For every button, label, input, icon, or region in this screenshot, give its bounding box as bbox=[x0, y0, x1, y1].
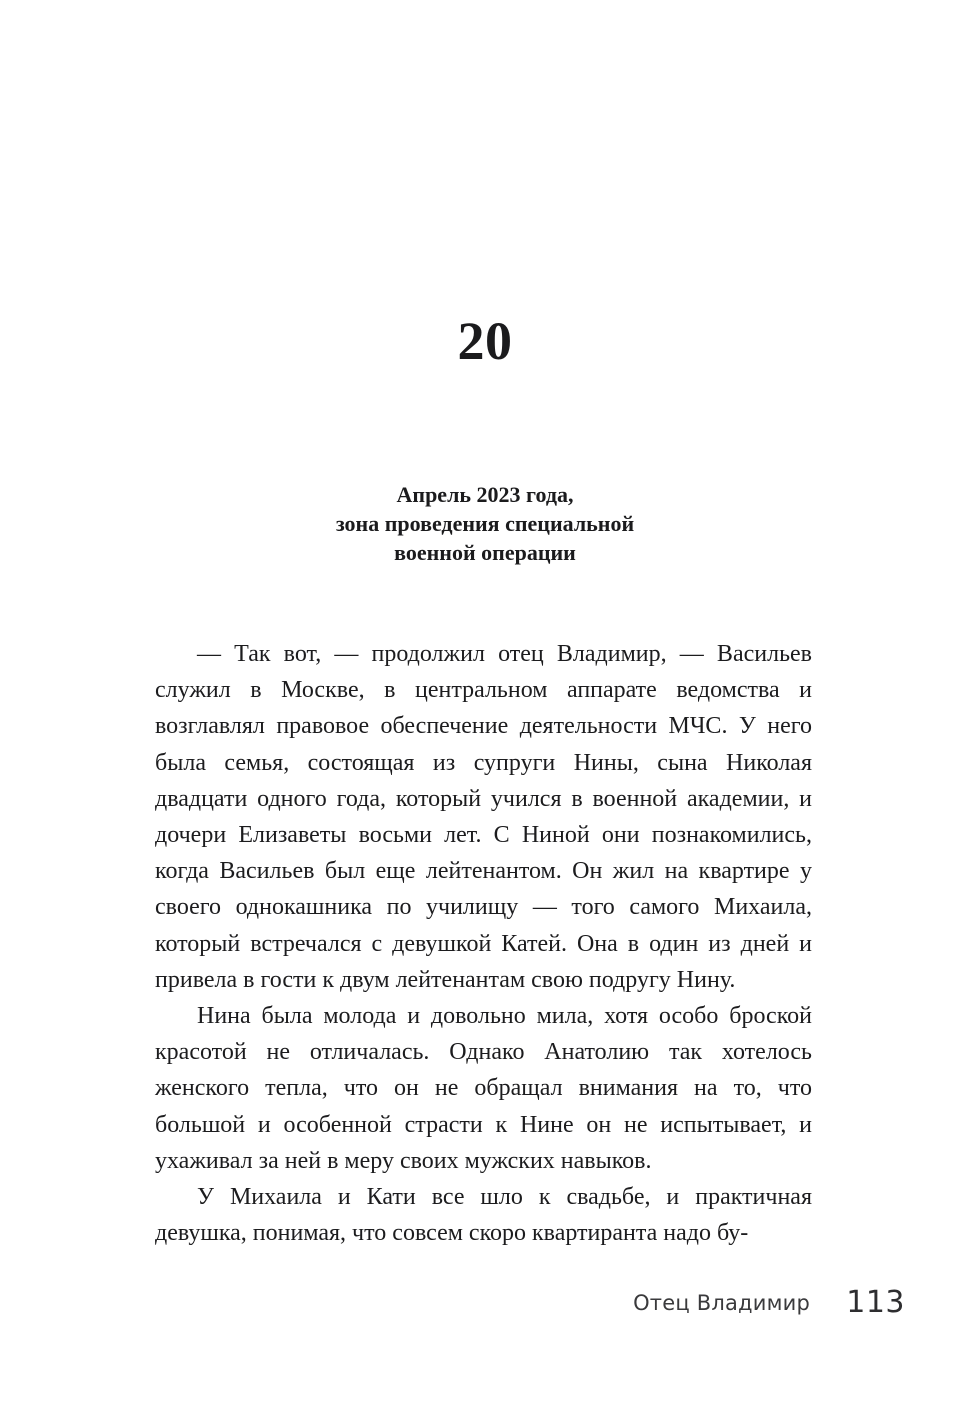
page-footer bbox=[155, 1286, 905, 1326]
chapter-subtitle-line-1: Апрель 2023 года, bbox=[396, 482, 574, 507]
running-head: Отец Владимир bbox=[633, 1291, 810, 1315]
chapter-subtitle bbox=[155, 480, 815, 567]
body-text bbox=[155, 636, 812, 1251]
body-paragraph: Нина была молода и довольно мила, хотя особо броской красотой не отличалась. Однако Анатолию так хотелось женского тепла, что он не обращал внимания на то, что большой и особенной страсти к Нине он не испытывает, и ухаживал за ней в меру своих мужских навыков. bbox=[155, 1003, 812, 1174]
chapter-subtitle-line-2: зона проведения специальной bbox=[335, 511, 635, 536]
body-paragraph: У Михаила и Кати все шло к свадьбе, и практичная девушка, понимая, что совсем скоро квартиранта надо бу- bbox=[155, 1184, 812, 1247]
chapter-number: 20 bbox=[457, 311, 513, 371]
chapter-subtitle-line-3: военной операции bbox=[394, 540, 576, 565]
page-number: 113 bbox=[846, 1285, 905, 1320]
body-paragraph: — Так вот, — продолжил отец Владимир, — Васильев служил в Москве, в центральном аппарате ведомства и возглавлял правовое обеспечение деятельности МЧС. У него была семья, состоящая из супруги Нины, сына Николая двадцати одного года, который учился в военной академии, и дочери Елизаветы восьми лет. С Ниной они познакомились, когда Васильев был еще лейтенантом. Он жил на квартире у своего однокашника по училищу — того самого Михаила, который встречался с девушкой Катей. Она в один из дней и привела в гости к двум лейтенантам свою подругу Нину. bbox=[155, 641, 812, 993]
